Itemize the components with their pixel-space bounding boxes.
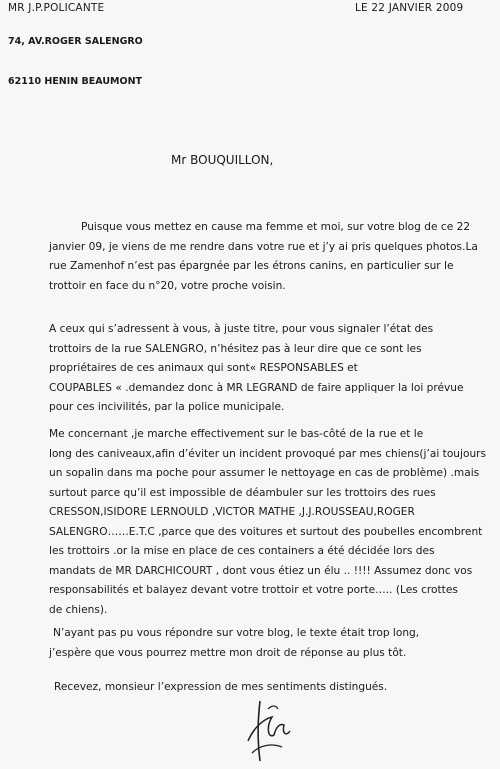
letter-date: LE 22 JANVIER 2009 (355, 2, 464, 14)
paragraph-line: j’espère que vous pourrez mettre mon droit de réponse au plus tôt. (49, 646, 407, 659)
handwritten-signature (238, 697, 298, 765)
paragraph-line: N’ayant pas pu vous répondre sur votre blog, le texte était trop long, (53, 627, 420, 639)
paragraph-2 (49, 320, 464, 418)
paragraph-1 (49, 218, 478, 296)
sender-address-line1: 74, AV.ROGER SALENGRO (8, 36, 143, 47)
paragraph-line: responsabilités et balayez devant votre trottoir et votre porte….. (Les crottes (49, 584, 458, 596)
paragraph-line: trottoir en face du n°20, votre proche voisin. (49, 279, 286, 292)
salutation: Mr BOUQUILLON, (171, 153, 274, 167)
closing-formula: Recevez, monsieur l’expression de mes sentiments distingués. (54, 681, 388, 693)
paragraph-line: CRESSON,ISIDORE LERNOULD ,VICTOR MATHE ,J.J.ROUSSEAU,ROGER (49, 506, 415, 518)
paragraph-3 (49, 425, 486, 620)
paragraph-line: SALENGRO……E.T.C ,parce que des voitures et surtout des poubelles encombrent (49, 525, 483, 538)
paragraph-line: Me concernant ,je marche effectivement sur le bas-côté de la rue et le (49, 428, 424, 440)
paragraph-line: rue Zamenhof n’est pas épargnée par les étrons canins, en particulier sur le (49, 260, 454, 272)
sender-address-line2: 62110 HENIN BEAUMONT (8, 76, 143, 87)
paragraph-line: les trottoirs .or la mise en place de ces containers a été décidée lors des (49, 545, 435, 557)
sender-name: MR J.P.POLICANTE (8, 2, 105, 14)
paragraph-line: de chiens). (49, 603, 108, 616)
paragraph-line: surtout parce qu’il est impossible de déambuler sur les trottoirs des rues (49, 486, 436, 499)
paragraph-line: janvier 09, je viens de me rendre dans votre rue et j’y ai pris quelques photos.La (49, 240, 478, 253)
paragraph-line: trottoirs de la rue SALENGRO, n’hésitez pas à leur dire que ce sont les (49, 342, 422, 355)
paragraph-line: Puisque vous mettez en cause ma femme et moi, sur votre blog de ce 22 (81, 221, 471, 233)
paragraph-line: long des caniveaux,afin d’éviter un incident provoqué par mes chiens(j’ai toujours (49, 447, 487, 460)
paragraph-line: propriétaires de ces animaux qui sont« RESPONSABLES et (49, 362, 358, 374)
paragraph-line: un sopalin dans ma poche pour assumer le nettoyage en cas de problème) .mais (49, 467, 480, 479)
paragraph-line: COUPABLES « .demandez donc à MR LEGRAND de faire appliquer la loi prévue (49, 381, 464, 394)
paragraph-line: A ceux qui s’adressent à vous, à juste titre, pour vous signaler l’état des (49, 323, 434, 335)
paragraph-line: mandats de MR DARCHICOURT , dont vous étiez un élu .. !!!! Assumez donc vos (49, 564, 473, 577)
paragraph-4 (49, 624, 419, 663)
paragraph-line: pour ces incivilités, par la police municipale. (49, 401, 285, 413)
